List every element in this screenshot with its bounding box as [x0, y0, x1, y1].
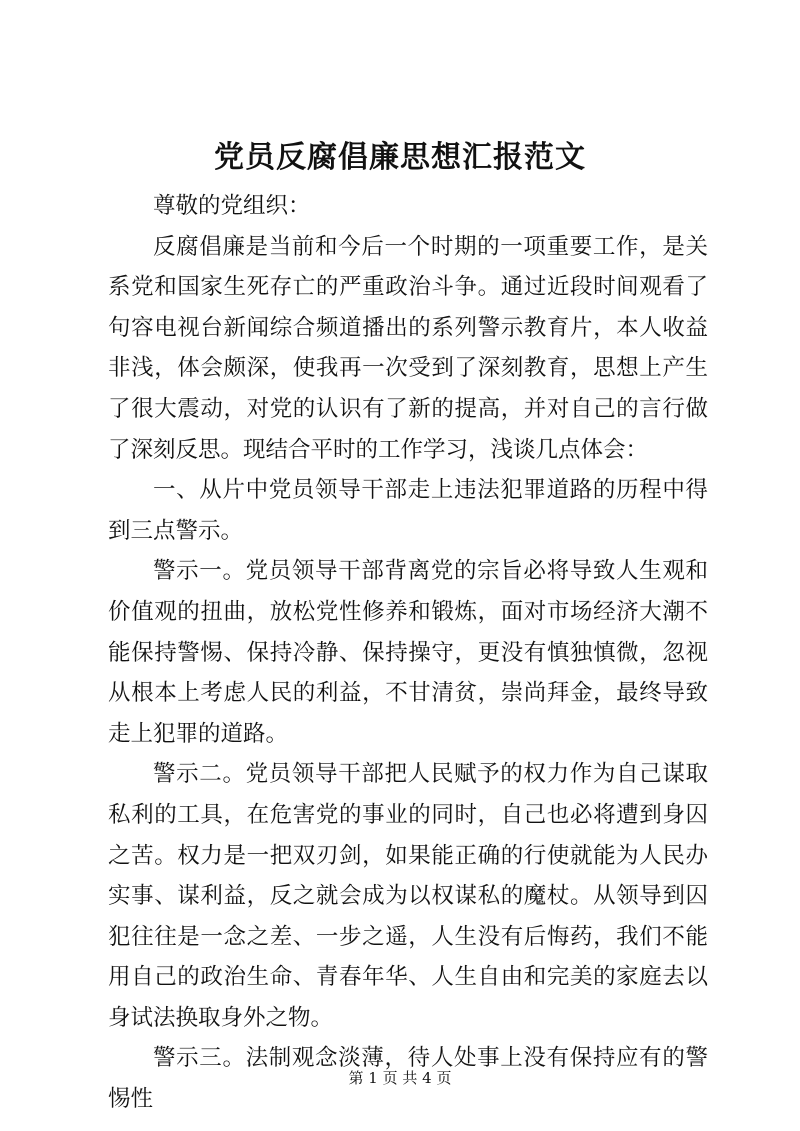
intro-paragraph: 反腐倡廉是当前和今后一个时期的一项重要工作，是关系党和国家生死存亡的严重政治斗争。通过近段时间观看了句容电视台新闻综合频道播出的系列警示教育片，本人收益非浅，体会颇深，使我再一次受到了深刻教育，思想上产生了很大震动，对党的认识有了新的提高，并对自己的言行做了深刻反思。现结合平时的工作学习，浅谈几点体会： — [108, 233, 708, 463]
warning-one-paragraph: 警示一。党员领导干部背离党的宗旨必将导致人生观和价值观的扭曲，放松党性修养和锻炼，面对市场经济大潮不能保持警惕、保持冷静、保持操守，更没有慎独慎微，忽视从根本上考虑人民的利益，不甘清贫，崇尚拜金，最终导致走上犯罪的道路。 — [108, 558, 708, 747]
warning-two-paragraph: 警示二。党员领导干部把人民赋予的权力作为自己谋取私利的工具，在危害党的事业的同时，自己也必将遭到身囚之苦。权力是一把双刃剑，如果能正确的行使就能为人民办实事、谋利益，反之就会成为以权谋私的魔杖。从领导到囚犯往往是一念之差、一步之遥，人生没有后悔药，我们不能用自己的政治生命、青春年华、人生自由和完美的家庭去以身试法换取身外之物。 — [108, 761, 708, 1031]
warning-three-paragraph: 警示三。法制观念淡薄，待人处事上没有保持应有的警惕性 — [108, 1045, 708, 1113]
salutation-paragraph: 尊敬的党组织： — [153, 193, 311, 219]
document-body — [108, 186, 708, 1120]
section-heading-paragraph: 一、从片中党员领导干部走上违法犯罪道路的历程中得到三点警示。 — [108, 477, 708, 544]
page-number-footer: 第 1 页 共 4 页 — [348, 1069, 452, 1087]
document-title: 党员反腐倡廉思想汇报范文 — [214, 140, 586, 175]
